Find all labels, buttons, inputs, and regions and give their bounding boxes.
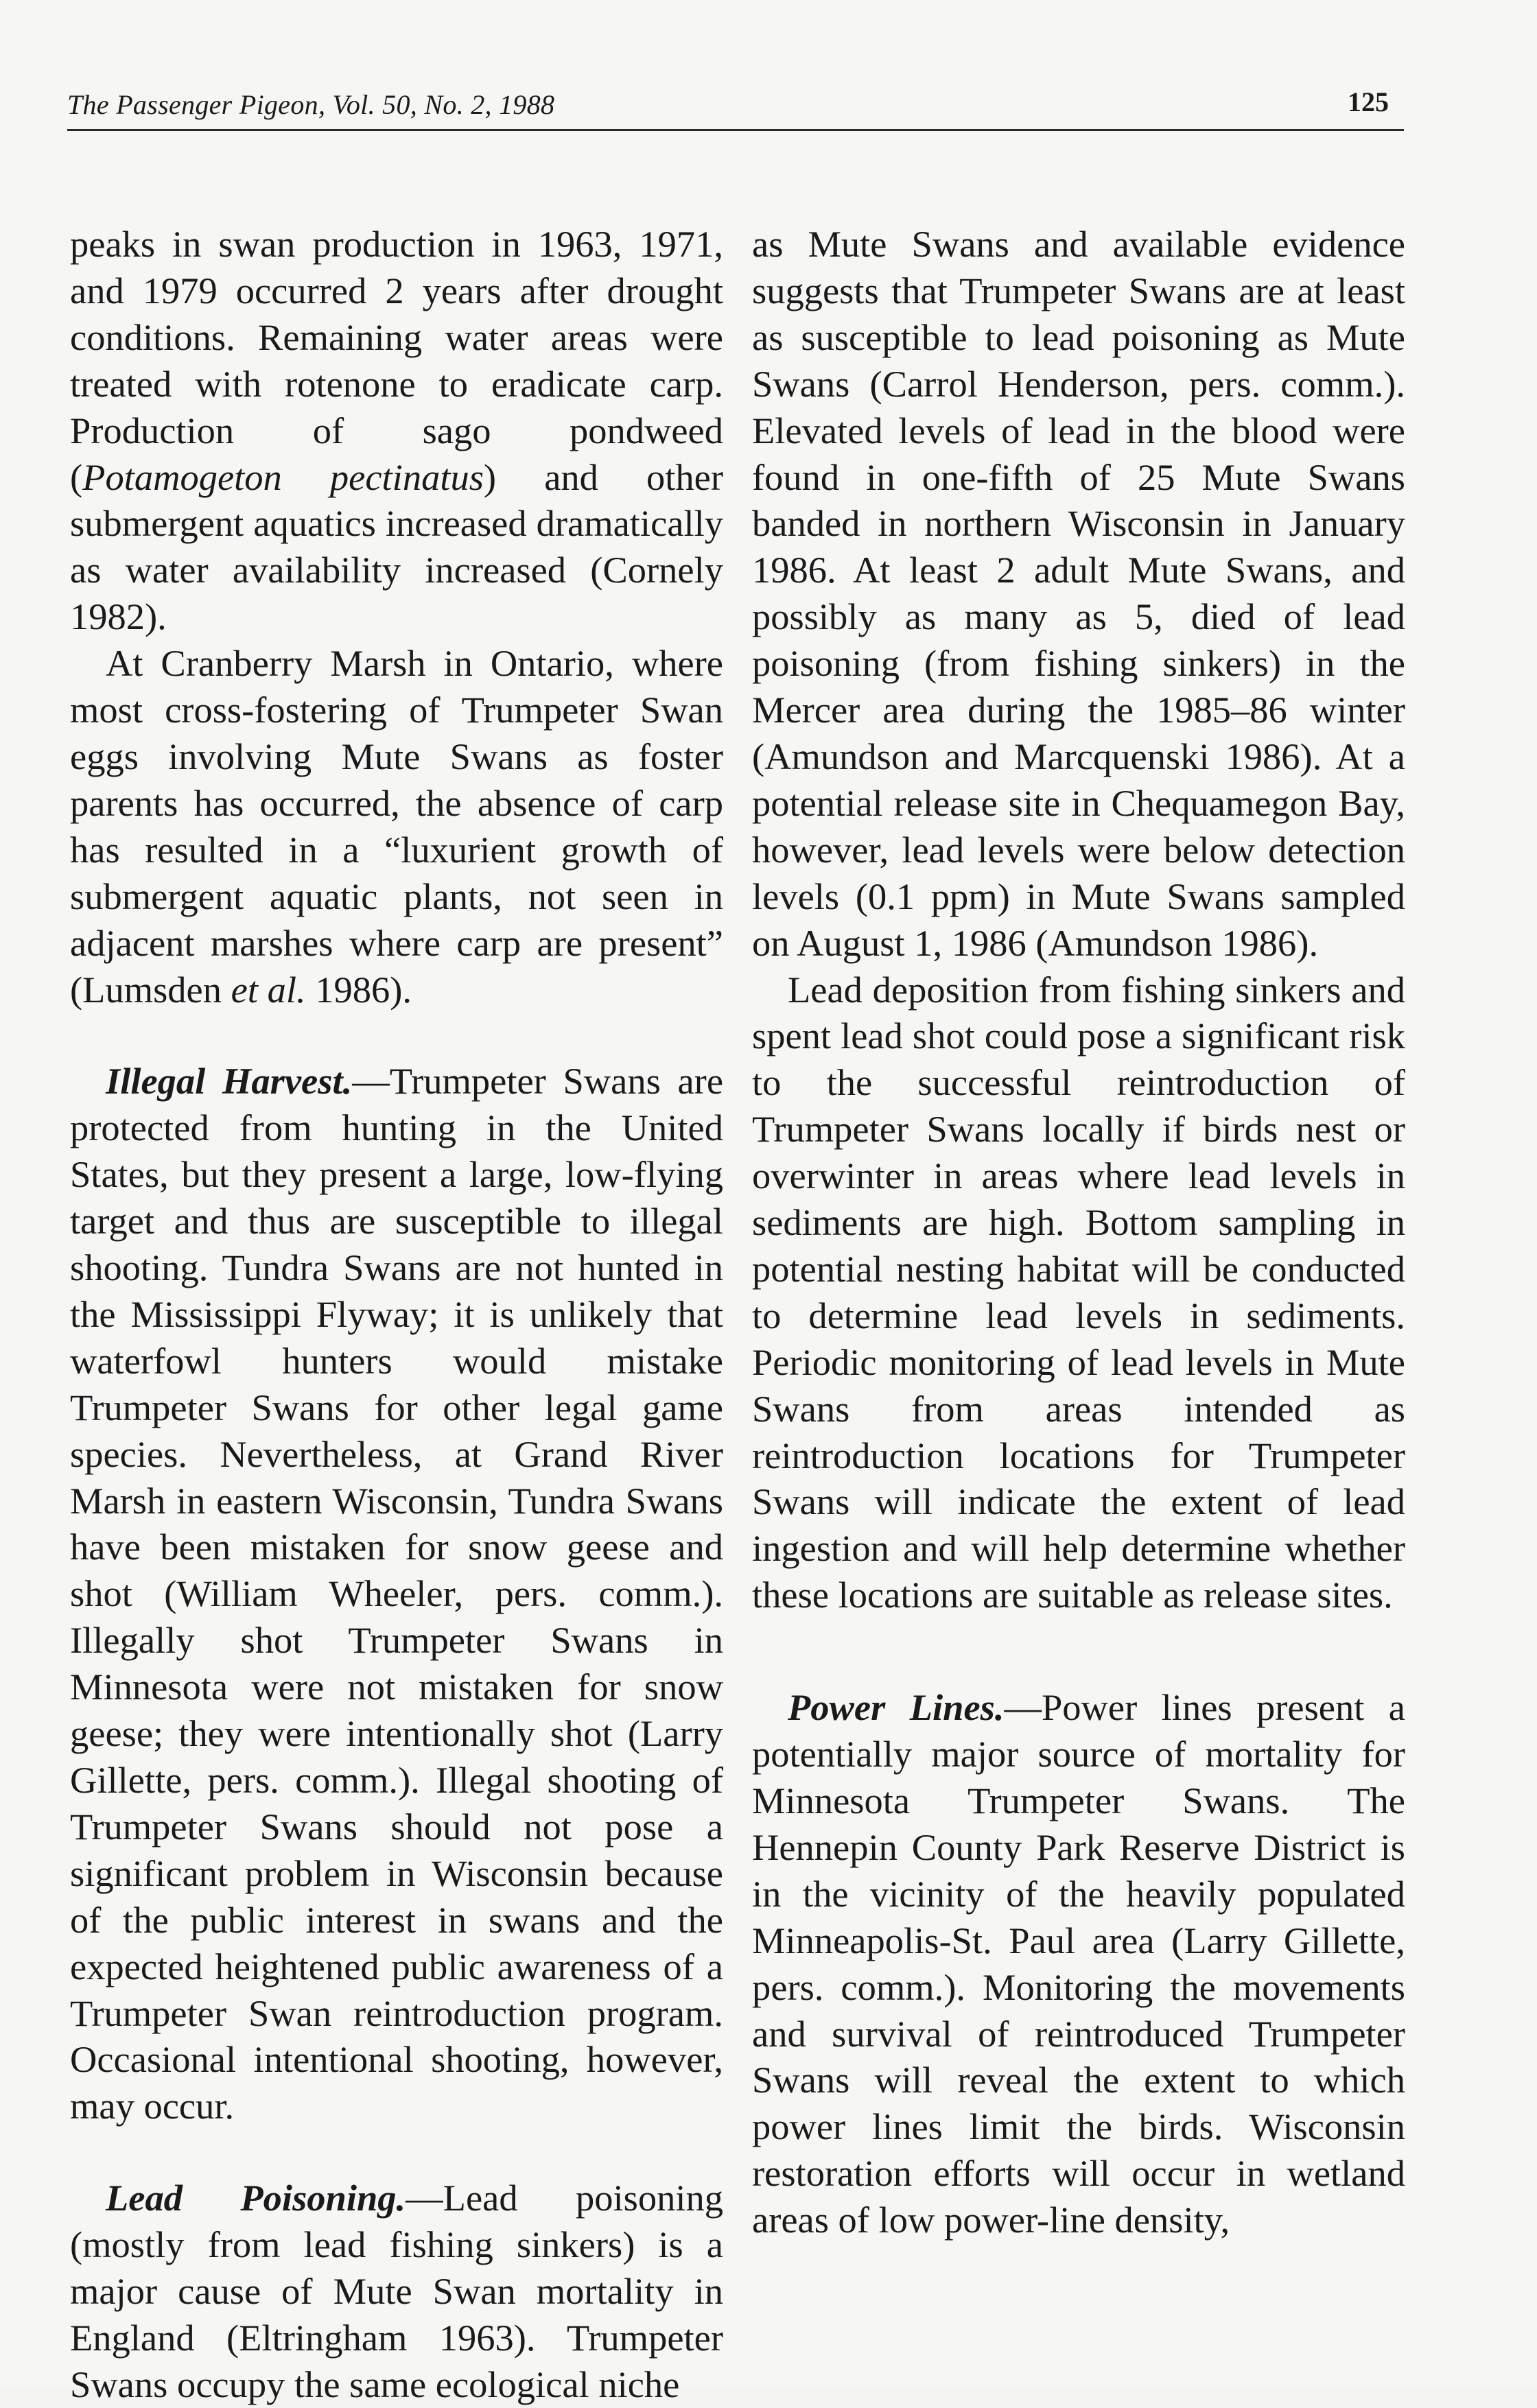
right-column [752, 221, 1405, 2243]
paragraph-text: Lead deposition from fishing sinkers and spent lead shot could pose a significant risk to the successful reintroduction of Trumpeter Swans locally if birds nest or overwinter in areas where lead levels in sediments are high. Bottom sampling in potential nesting habitat will be conducted to determine lead levels in sediments. Periodic monitoring of lead levels in Mute Swans from areas intended as reintroduction locations for Trumpeter Swans will indicate the extent of lead ingestion and will help determine whether these locations are suitable as release sites. [752, 968, 1405, 1616]
paragraph-text: 1986). [305, 968, 412, 1011]
paragraph-lead-evidence [752, 221, 1405, 967]
running-head: The Passenger Pigeon, Vol. 50, No. 2, 1988 [67, 89, 555, 120]
section-power-lines [752, 1684, 1405, 2243]
section-heading-power-lines: Power Lines. [788, 1686, 1005, 1729]
paragraph-lead-deposition [752, 967, 1405, 1619]
paragraph-text: At Cranberry Marsh in Ontario, where most cross-fostering of Trumpeter Swan eggs involving Mute Swans as foster parents has occurred, the absence of carp has resulted in a “luxurient growth of submergent aquatic plants, not seen in adjacent marshes where carp are present” (Lumsden [70, 642, 723, 1011]
paragraph-text: as Mute Swans and available evidence suggests that Trumpeter Swans are at least as susceptible to lead poisoning as Mute Swans (Carrol Henderson, pers. comm.). Elevated levels of lead in the blood were found in one-fifth of 25 Mute Swans banded in northern Wisconsin in January 1986. At least 2 adult Mute Swans, and possibly as many as 5, died of lead poisoning (from fishing sinkers) in the Mercer area during the 1985–86 winter (Amundson and Marcquenski 1986). At a potential release site in Chequamegon Bay, however, lead levels were below detection levels (0.1 ppm) in Mute Swans sampled on August 1, 1986 (Amundson 1986). [752, 223, 1405, 964]
paragraph-text: —Lead poisoning (mostly from lead fishing sinkers) is a major cause of Mute Swan mortality in England (Eltringham 1963). Trumpeter Swans occupy the same ecological niche [70, 2177, 723, 2405]
paragraph-drought-carp [70, 221, 723, 640]
species-name: Potamogeton pectinatus [82, 456, 484, 498]
paragraph-cranberry-marsh [70, 640, 723, 1013]
page-header [67, 67, 1404, 131]
citation-italic: et al. [231, 968, 306, 1011]
paragraph-text: peaks in swan production in 1963, 1971, and 1979 occurred 2 years after drought conditions. Remaining water areas were treated with rotenone to eradicate carp. Production of sago pondweed ( [70, 223, 723, 498]
paragraph-text: ) and other submergent aquatics increased dramatically as water availability increased (Cornely 1982). [70, 456, 723, 638]
section-heading-lead-poisoning: Lead Poisoning. [106, 2177, 406, 2219]
left-column [70, 221, 723, 2408]
paragraph-text: —Power lines present a potentially major source of mortality for Minnesota Trumpeter Swans. The Hennepin County Park Reserve District is in the vicinity of the heavily populated Minneapolis-St. Paul area (Larry Gillette, pers. comm.). Monitoring the movements and survival of reintroduced Trumpeter Swans will reveal the extent to which power lines limit the birds. Wisconsin restoration efforts will occur in wetland areas of low power-line density, [752, 1686, 1405, 2241]
page-number: 125 [1348, 86, 1389, 117]
paragraph-text: —Trumpeter Swans are protected from hunting in the United States, but they present a large, low-flying target and thus are susceptible to illegal shooting. Tundra Swans are not hunted in the Mississippi Flyway; it is unlikely that waterfowl hunters would mistake Trumpeter Swans for other legal game species. Nevertheless, at Grand River Marsh in eastern Wisconsin, Tundra Swans have been mistaken for snow geese and shot (William Wheeler, pers. comm.). Illegally shot Trumpeter Swans in Minnesota were not mistaken for snow geese; they were intentionally shot (Larry Gillette, pers. comm.). Illegal shooting of Trumpeter Swans should not pose a significant problem in Wisconsin because of the public interest in swans and the expected heightened public awareness of a Trumpeter Swan reintroduction program. Occasional intentional shooting, however, may occur. [70, 1060, 724, 2127]
section-heading-illegal-harvest: Illegal Harvest. [106, 1060, 353, 1102]
section-illegal-harvest [70, 1058, 723, 2129]
section-lead-poisoning [70, 2175, 723, 2408]
